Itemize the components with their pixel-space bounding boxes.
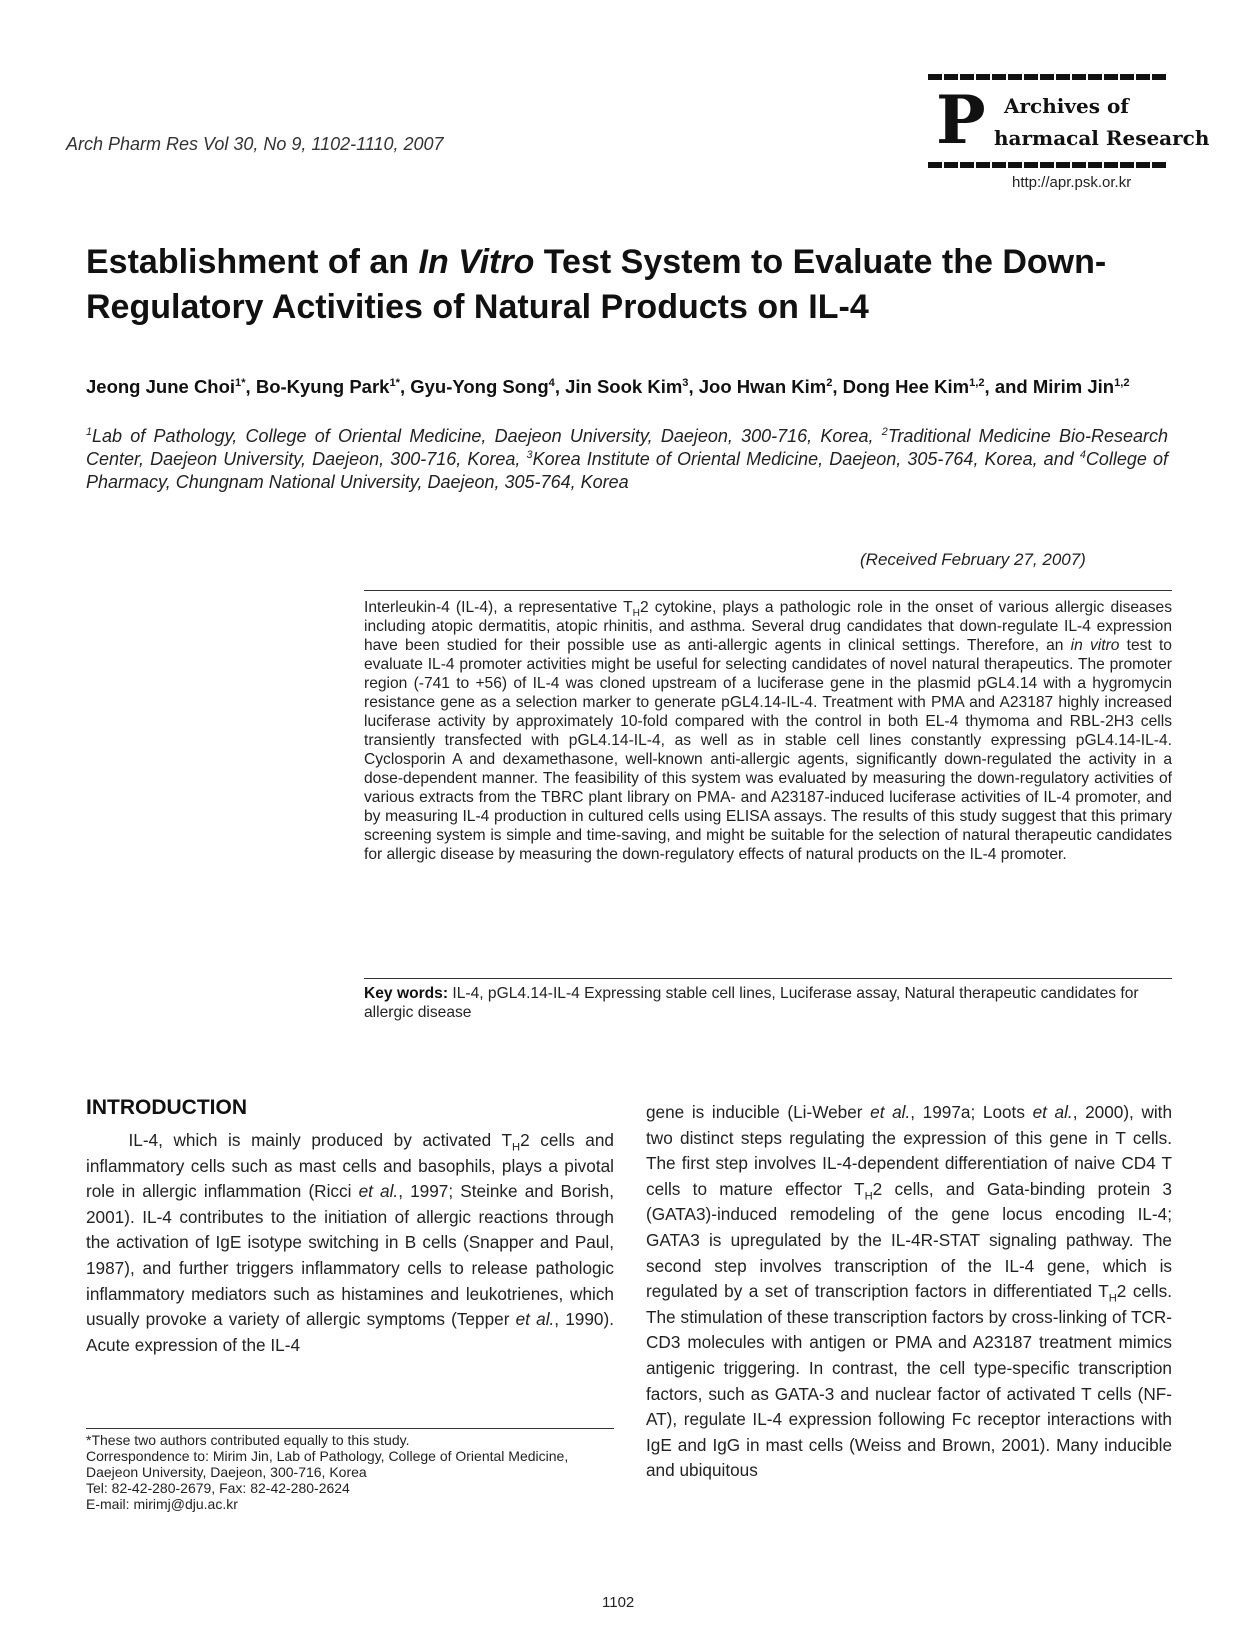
body-subscript: H [512, 1141, 521, 1154]
author-sep: , [399, 376, 411, 397]
logo-letter: P [936, 81, 986, 159]
affiliations [86, 425, 1168, 494]
author-name: and Mirim Jin [994, 376, 1115, 397]
body-italic: et al. [515, 1309, 555, 1330]
logo-line-1: Archives of [1004, 94, 1129, 118]
author-sup: 1,2 [1114, 376, 1130, 389]
affil-sup: 3 [526, 449, 533, 461]
body-text: 2 cells. The stimulation of these transcription factors by cross-linking of TCR-CD3 molecules with antigen or PMA and A23187 treatment mimics antigenic triggering. In contrast, the cell type-specific transcription factors, such as GATA-3 and nuclear factor of activated T cells (NF-AT), regulate IL-4 expression following Fc receptor interactions with IgE and IgG in mast cells (Weiss and Brown, 2001). Many inducible and ubiquitous [646, 1281, 1172, 1481]
body-text: , 2000), with two distinct steps regulating the expression of this gene in T cells. The first step involves IL-4-dependent differentiation of naive CD4 T cells to mature effector T [646, 1102, 1173, 1199]
title-part-1: Establishment of an [86, 243, 419, 281]
author-sup: 1* [235, 376, 246, 389]
section-heading-introduction: INTRODUCTION [86, 1096, 247, 1119]
author-sup: 2 [826, 376, 833, 389]
journal-citation: Arch Pharm Res Vol 30, No 9, 1102-1110, 2007 [66, 134, 444, 154]
footnote-equal-contribution: *These two authors contributed equally to this study. [86, 1432, 410, 1448]
author-sup: 3 [682, 376, 689, 389]
body-text: 2 cells, and Gata-binding protein 3 (GATA3)-induced remodeling of the gene locus encoding IL-4; GATA3 is upregulated by the IL-4R-STAT signaling pathway. The second step involves transcription of the IL-4 gene, which is regulated by a set of transcription factors in differentiated T [646, 1178, 1172, 1302]
author-name: Gyu-Yong Song [410, 376, 549, 397]
logo-bottom-border [928, 162, 1166, 168]
body-column-left [86, 1128, 614, 1358]
received-date: (Received February 27, 2007) [860, 550, 1086, 569]
author-sep: , [554, 376, 566, 397]
abstract-text: Interleukin-4 (IL-4), a representative T [364, 599, 633, 616]
body-subscript: H [1108, 1292, 1117, 1305]
affil-text: Korea Institute of Oriental Medicine, Daejeon, 305-764, Korea, and [532, 449, 1080, 469]
affil-sup: 2 [881, 426, 888, 438]
author-sup: 4 [548, 376, 555, 389]
page-number: 1102 [602, 1594, 635, 1611]
footnote-phone: Tel: 82-42-280-2679, Fax: 82-42-280-2624 [86, 1480, 350, 1496]
abstract-text: 2 cytokine, plays a pathologic role in the onset of various allergic diseases including atopic dermatitis, atopic rhinitis, and asthma. Several drug candidates that down-regulate IL-4 expression have been studied for their possible use as anti-allergic agents in clinical settings. Therefore, an [364, 599, 1172, 654]
body-text: , 1997; Steinke and Borish, 2001). IL-4 contributes to the initiation of allergic reactions through the activation of IgE isotype switching in B cells (Snapper and Paul, 1987), and further triggers inflammatory cells to release pathologic inflammatory mediators such as histamines and leukotrienes, which usually provoke a variety of allergic symptoms (Tepper [86, 1181, 615, 1330]
logo-line-2: harmacal Research [994, 126, 1210, 150]
author-sep: , [832, 376, 843, 397]
author-sep: , [688, 376, 699, 397]
affil-sup: 1 [86, 426, 93, 438]
journal-logo [928, 74, 1210, 176]
title-italic: In Vitro [418, 243, 535, 281]
body-text: 2 cells and inflammatory cells such as mast cells and basophils, plays a pivotal role in allergic inflammation (Ricci [86, 1130, 614, 1202]
author-name: Dong Hee Kim [842, 376, 970, 397]
author-list [86, 375, 1176, 398]
body-subscript: H [864, 1190, 873, 1203]
body-italic: et al. [358, 1181, 399, 1202]
abstract-italic: in vitro [1070, 637, 1120, 654]
journal-url[interactable]: http://apr.psk.or.kr [1012, 174, 1132, 191]
footnote [86, 1432, 614, 1512]
author-name: Jin Sook Kim [565, 376, 683, 397]
affil-text: College of Pharmacy, Chungnam National University, Daejeon, 305-764, Korea [86, 449, 1168, 492]
logo-top-border [928, 74, 1166, 80]
author-sep: , [245, 376, 256, 397]
author-sep: , [984, 376, 995, 397]
keywords [364, 984, 1172, 1022]
paper-title [86, 240, 1176, 330]
footnote-correspondence: Correspondence to: Mirim Jin, Lab of Pathology, College of Oriental Medicine, Daejeon University, Daejeon, 300-716, Korea [86, 1448, 569, 1480]
affil-text: Lab of Pathology, College of Oriental Medicine, Daejeon University, Daejeon, 300-716, Korea, [92, 426, 882, 446]
abstract-top-rule [364, 590, 1172, 591]
body-text: , 1990). Acute expression of the IL-4 [86, 1309, 614, 1355]
affil-text: Traditional Medicine Bio-Research Center, Daejeon University, Daejeon, 300-716, Korea, [86, 426, 1168, 469]
body-column-right [646, 1100, 1172, 1484]
body-text: IL-4, which is mainly produced by activated T [128, 1130, 513, 1150]
author-name: Bo-Kyung Park [255, 376, 390, 397]
affil-sup: 4 [1079, 449, 1086, 461]
author-sup: 1* [389, 376, 400, 389]
abstract-subscript: H [632, 608, 640, 620]
body-italic: et al. [870, 1102, 911, 1122]
author-name: Jeong June Choi [86, 376, 236, 397]
keywords-label: Key words: [364, 985, 449, 1002]
author-sup: 1,2 [969, 376, 985, 389]
abstract-bottom-rule [364, 978, 1172, 979]
abstract [364, 598, 1172, 864]
author-name: Joo Hwan Kim [698, 376, 827, 397]
abstract-text: test to evaluate IL-4 promoter activities might be useful for selecting candidates of novel natural therapeutics. The promoter region (-741 to +56) of IL-4 was cloned upstream of a luciferase gene in the plasmid pGL4.14 with a hygromycin resistance gene as a selection marker to generate pGL4.14-IL-4. Treatment with PMA and A23187 highly increased luciferase activity by approximately 10-fold compared with the control in both EL-4 thymoma and RBL-2H3 cells transiently transfected with pGL4.14-IL-4, as well as in stable cell lines constantly expressing pGL4.14-IL-4. Cyclosporin A and dexamethasone, well-known anti-allergic agents, significantly down-regulated the activity in a dose-dependent manner. The feasibility of this system was evaluated by measuring the down-regulatory activities of various extracts from the TBRC plant library on PMA- and A23187-induced luciferase activities of IL-4 promoter, and by measuring IL-4 production in cultured cells using ELISA assays. The results of this study suggest that this primary screening system is simple and time-saving, and might be suitable for the selection of natural therapeutic candidates for allergic disease by measuring the down-regulatory effects of natural products on the IL-4 promoter. [364, 637, 1172, 863]
footnote-rule [86, 1428, 614, 1429]
body-text: , 1997a; Loots [910, 1102, 1033, 1122]
keywords-text: IL-4, pGL4.14-IL-4 Expressing stable cell lines, Luciferase assay, Natural therapeutic candidates for allergic disease [364, 985, 1139, 1021]
title-part-2: Test System to Evaluate the Down-Regulatory Activities of Natural Products on IL-4 [86, 243, 1107, 326]
footnote-email[interactable]: E-mail: mirimj@dju.ac.kr [86, 1496, 238, 1512]
body-text: gene is inducible (Li-Weber [646, 1102, 871, 1122]
body-italic: et al. [1032, 1102, 1073, 1122]
